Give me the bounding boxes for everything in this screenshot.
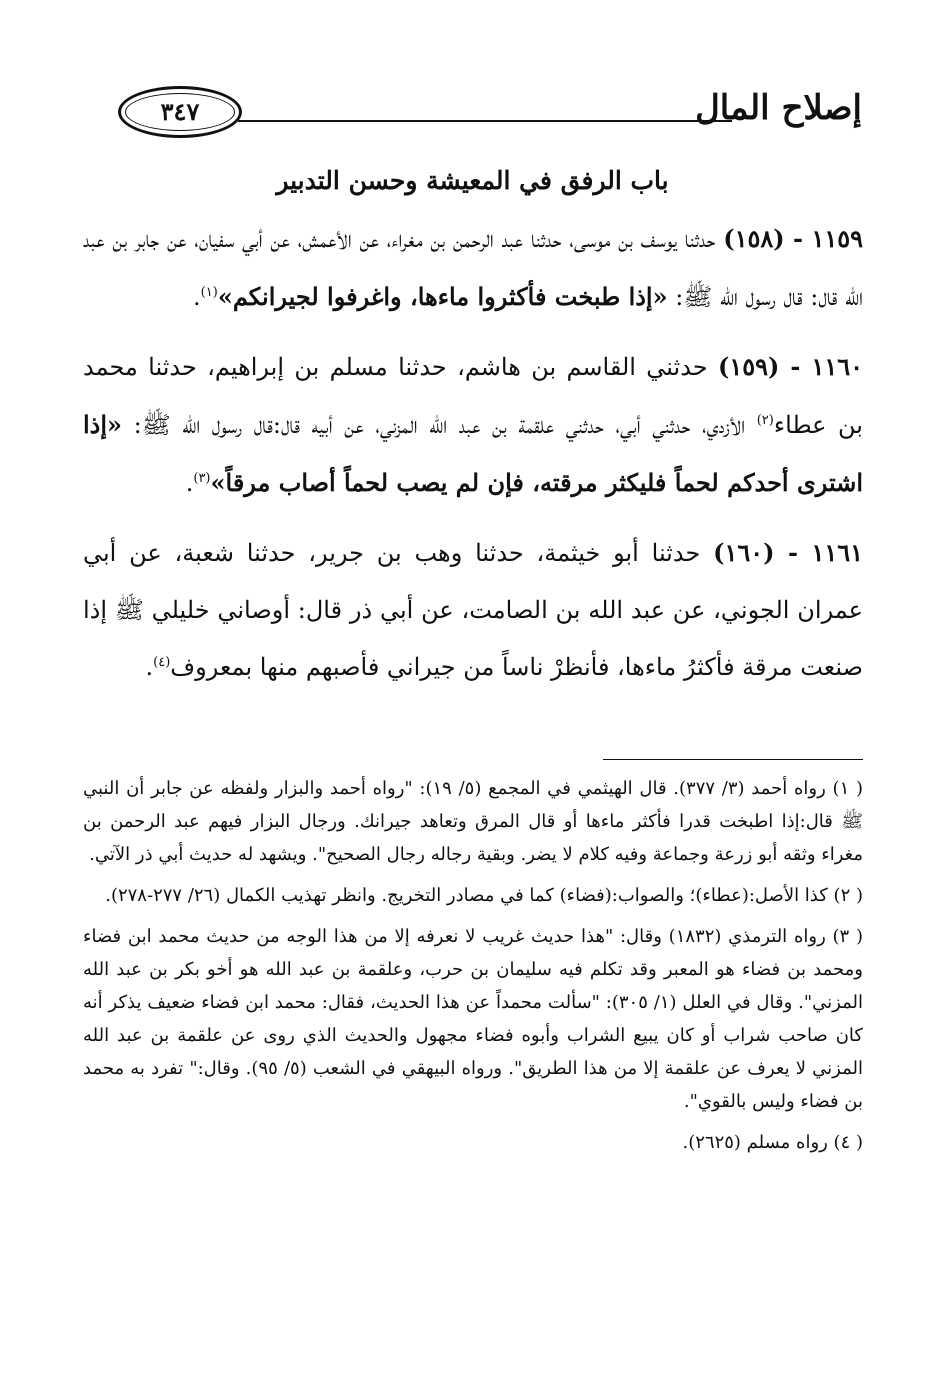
page-header (118, 82, 862, 162)
hadith-end: . (145, 653, 154, 681)
footnote-ref: (١) (200, 285, 218, 300)
chapter-title: باب الرفق في المعيشة وحسن التدبير (276, 166, 669, 195)
hadith-isnad: حدثني القاسم بن هاشم، حدثنا مسلم بن إبراهيم، حدثنا محمد بن عطاء (83, 353, 863, 439)
page-number: ٣٤٧ (160, 97, 200, 126)
hadith-number: ١١٦١ - (١٦٠) (713, 538, 863, 567)
hadith-number: ١١٥٩ - (١٥٨) (723, 224, 864, 253)
hadith-matn: «إذا طبخت فأكثروا ماءها، واغرفوا لجيرانكم» (217, 282, 668, 311)
page-number-ornament (118, 86, 242, 138)
hadith-number: ١١٦٠ - (١٥٩) (717, 352, 863, 381)
footnote-ref: (٣) (193, 471, 211, 486)
footnote-1: ( ١) رواه أحمد (٣/ ٣٧٧). قال الهيثمي في المجمع (٥/ ١٩): "رواه أحمد والبزار ولفظه عن جابر أن النبي ﷺ قال:إذا اطبخت قدرا فأكثر ماءها أو قال المرق وتعاهد جيرانك. ورجال البزار فيهم عبد الرحمن بن مغراء وثقه أبو زرعة وجماعة وفيه كلام لا يضر. وبقية رجاله رجال الصحيح". ويشهد له حديث أبي ذر الآتي. (83, 778, 863, 865)
header-rule (238, 120, 732, 122)
hadith-matn: «إذا اشترى أحدكم لحماً فليكثر مرقته، فإن لم يصب لحماً أصاب مرقاً» (83, 410, 863, 497)
hadith-list (83, 210, 863, 708)
footnote-3: ( ٣) رواه الترمذي (١٨٣٢) وقال: "هذا حديث غريب لا نعرفه إلا من هذا الوجه من حديث محمد ابن فضاء ومحمد بن فضاء هو المعبر وقد تكلم فيه سليمان بن حرب، وعلقمة بن عبد الله هو أخو بكر بن عبد الله المزني". وقال في العلل (١/ ٣٠٥): "سألت محمداً عن هذا الحديث، فقال: محمد ابن فضاء ضعيف يذكر أنه كان صاحب شراب أو كان يبيع الشراب وأبوه فضاء مجهول والحديث الذي روى عن علقمة بن عبد الله المزني لا يعرف عن علقمة إلا من هذا الطريق". ورواه البيهقي في الشعب (٥/ ٩٥). وقال:" تفرد به محمد بن فضاء وليس بالقوي". (83, 926, 864, 1112)
footnote-ref: (٢) (756, 413, 774, 428)
footnote-4: ( ٤) رواه مسلم (٢٦٢٥). (682, 1132, 863, 1153)
hadith-1160 (83, 338, 863, 512)
hadith-1161 (83, 524, 863, 696)
book-title: إصلاح المال (695, 88, 862, 128)
hadith-end: . (185, 469, 194, 497)
footnote-separator (603, 759, 863, 760)
footnotes (83, 772, 863, 1167)
footnote-2: ( ٢) كذا الأصل:(عطاء)؛ والصواب:(فضاء) كما في مصادر التخريج. وانظر تهذيب الكمال (٢٦/ ٢٧٧-٢٧٨). (105, 885, 863, 906)
hadith-end: . (193, 283, 201, 311)
hadith-1159 (83, 210, 863, 326)
hadith-isnad: حدثنا يوسف بن موسى، حدثنا عبد الرحمن بن مغراء، عن الأعمش، عن أبي سفيان، عن جابر بن عبد الله قال: قال رسول الله ﷺ: (83, 225, 863, 311)
hadith-isnad: حدثنا أبو خيثمة، حدثنا وهب بن جرير، حدثنا شعبة، عن أبي عمران الجوني، عن عبد الله بن الصامت، عن أبي ذر قال: أوصاني خليلي ﷺ إذا صنعت مرقة فأكثرُ ماءها، فأنظرْ ناساً من جيراني فأصبهم منها بمعروف (83, 539, 863, 681)
hadith-isnad-continued: الأزدي، حدثني أبي، حدثني علقمة بن عبد الله المزني، عن أبيه قال:قال رسول الله ﷺ: (133, 411, 746, 439)
footnote-ref: (٤) (153, 655, 171, 670)
